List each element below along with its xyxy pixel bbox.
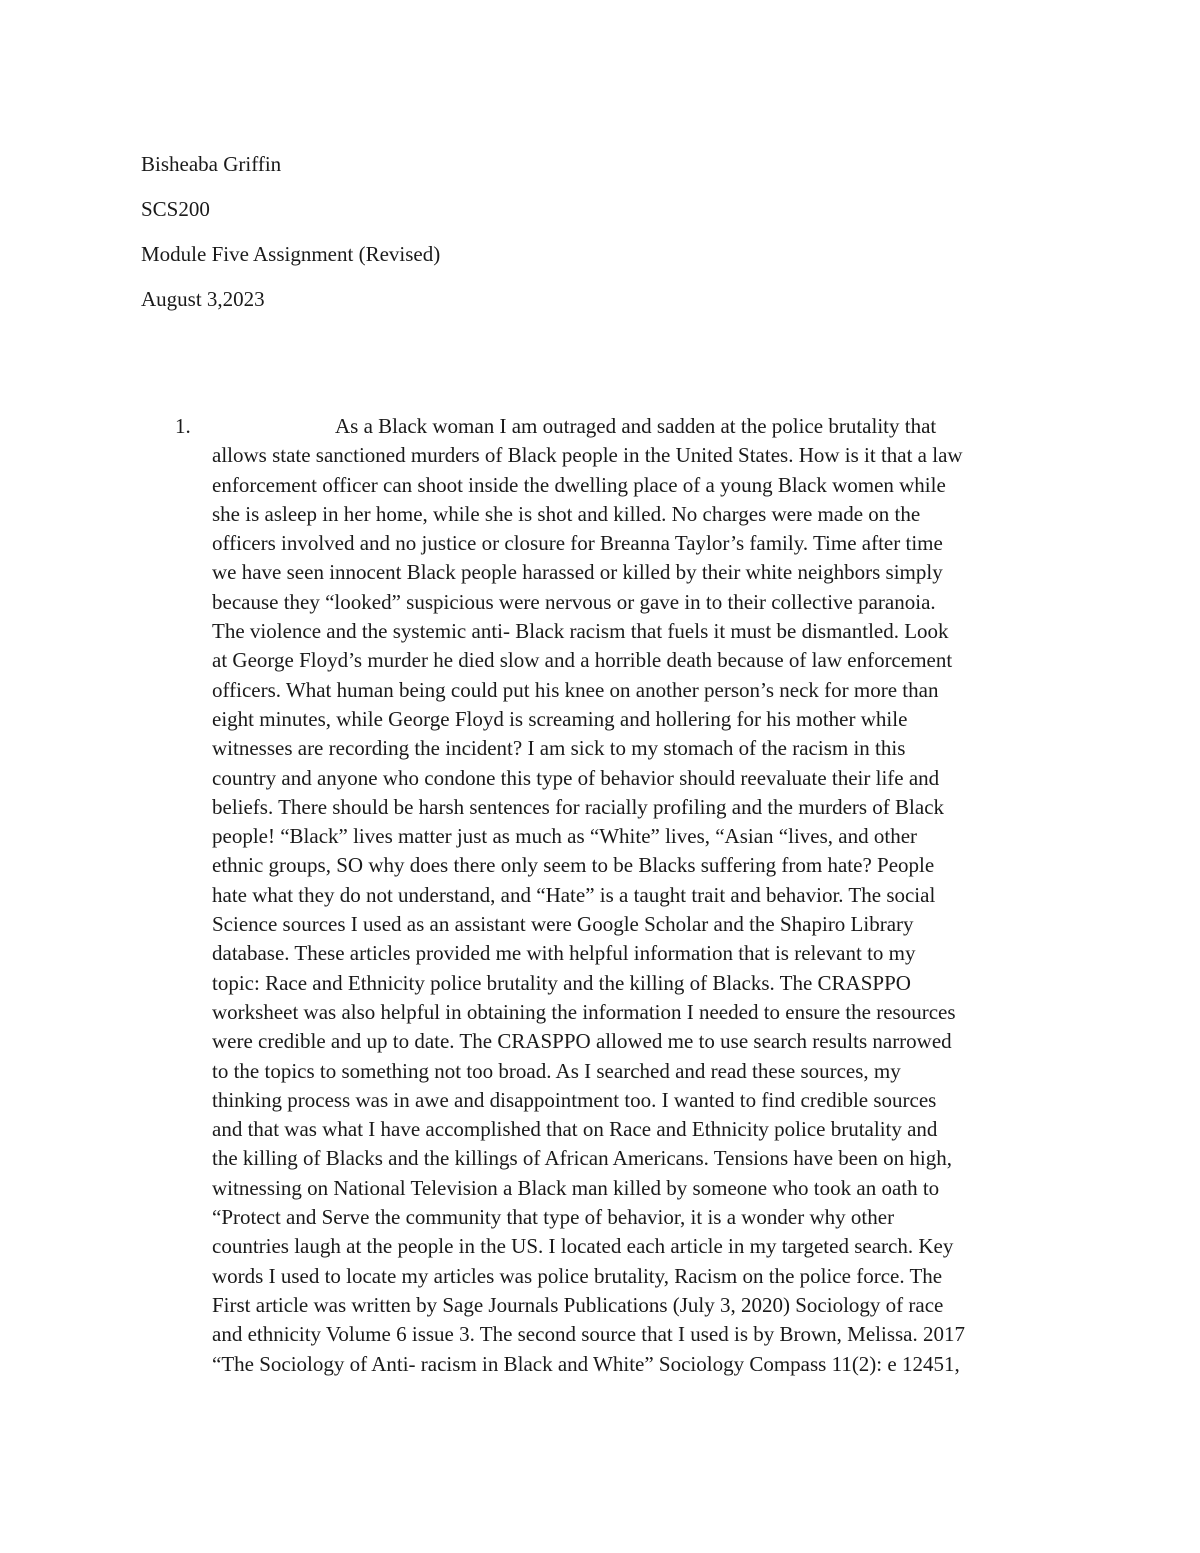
document-date: August 3,2023 [141,287,265,311]
list-item-number: 1. [175,414,191,438]
author-name: Bisheaba Griffin [141,152,282,176]
paragraph-line: words I used to locate my articles was police brutality, Racism on the police force. The [212,1263,943,1288]
paragraph-line: because they “looked” suspicious were nervous or gave in to their collective paranoia. [212,589,936,614]
paragraph-line: witnessing on National Television a Black man killed by someone who took an oath to [212,1175,940,1200]
paragraph-line: First article was written by Sage Journals Publications (July 3, 2020) Sociology of race [212,1292,944,1317]
paragraph-line: the killing of Blacks and the killings of African Americans. Tensions have been on high, [212,1146,952,1171]
paragraph-line: “The Sociology of Anti- racism in Black and White” Sociology Compass 11(2): e 12451, [212,1351,960,1376]
paragraph-line: country and anyone who condone this type of behavior should reevaluate their life and [212,765,940,790]
paragraph-line: we have seen innocent Black people harassed or killed by their white neighbors simply [212,560,943,585]
paragraph-line: topic: Race and Ethnicity police brutality and the killing of Blacks. The CRASPPO [212,970,911,995]
paragraph-line: countries laugh at the people in the US. I located each article in my targeted search. Key [212,1234,954,1259]
paragraph-line: at George Floyd’s murder he died slow and a horrible death because of law enforcement [212,648,953,673]
paragraph-line: database. These articles provided me with helpful information that is relevant to my [212,941,916,966]
list-item-paragraph [212,412,1072,1379]
paragraph-line: witnesses are recording the incident? I am sick to my stomach of the racism in this [212,736,906,761]
paragraph-line: hate what they do not understand, and “Hate” is a taught trait and behavior. The social [212,882,936,907]
course-code: SCS200 [141,197,210,221]
paragraph-line: to the topics to something not too broad. As I searched and read these sources, my [212,1058,901,1083]
paragraph-line: she is asleep in her home, while she is shot and killed. No charges were made on the [212,501,921,526]
paragraph-line: eight minutes, while George Floyd is screaming and hollering for his mother while [212,706,908,731]
paragraph-line: ethnic groups, SO why does there only seem to be Blacks suffering from hate? People [212,853,935,878]
paragraph-line: As a Black woman I am outraged and sadden at the police brutality that [335,414,937,438]
paragraph-line: thinking process was in awe and disappointment too. I wanted to find credible sources [212,1087,937,1112]
assignment-title: Module Five Assignment (Revised) [141,242,441,266]
paragraph-line: “Protect and Serve the community that type of behavior, it is a wonder why other [212,1205,895,1230]
paragraph-line: worksheet was also helpful in obtaining the information I needed to ensure the resources [212,999,956,1024]
paragraph-line: officers. What human being could put his knee on another person’s neck for more than [212,677,939,702]
paragraph-line: allows state sanctioned murders of Black people in the United States. How is it that a law [212,443,963,468]
paragraph-line: The violence and the systemic anti- Black racism that fuels it must be dismantled. Look [212,619,949,644]
paragraph-line: were credible and up to date. The CRASPPO allowed me to use search results narrowed [212,1029,952,1054]
paragraph-line: Science sources I used as an assistant were Google Scholar and the Shapiro Library [212,912,914,937]
paragraph-line: officers involved and no justice or closure for Breanna Taylor’s family. Time after time [212,531,943,556]
paragraph-line: and ethnicity Volume 6 issue 3. The second source that I used is by Brown, Melissa. 2017 [212,1322,965,1347]
paragraph-line: people! “Black” lives matter just as much as “White” lives, “Asian “lives, and other [212,824,918,849]
paragraph-line: and that was what I have accomplished that on Race and Ethnicity police brutality and [212,1117,938,1142]
paragraph-line: enforcement officer can shoot inside the dwelling place of a young Black women while [212,472,946,497]
heading-block [141,142,440,322]
paragraph-line: beliefs. There should be harsh sentences for racially profiling and the murders of Black [212,794,945,819]
